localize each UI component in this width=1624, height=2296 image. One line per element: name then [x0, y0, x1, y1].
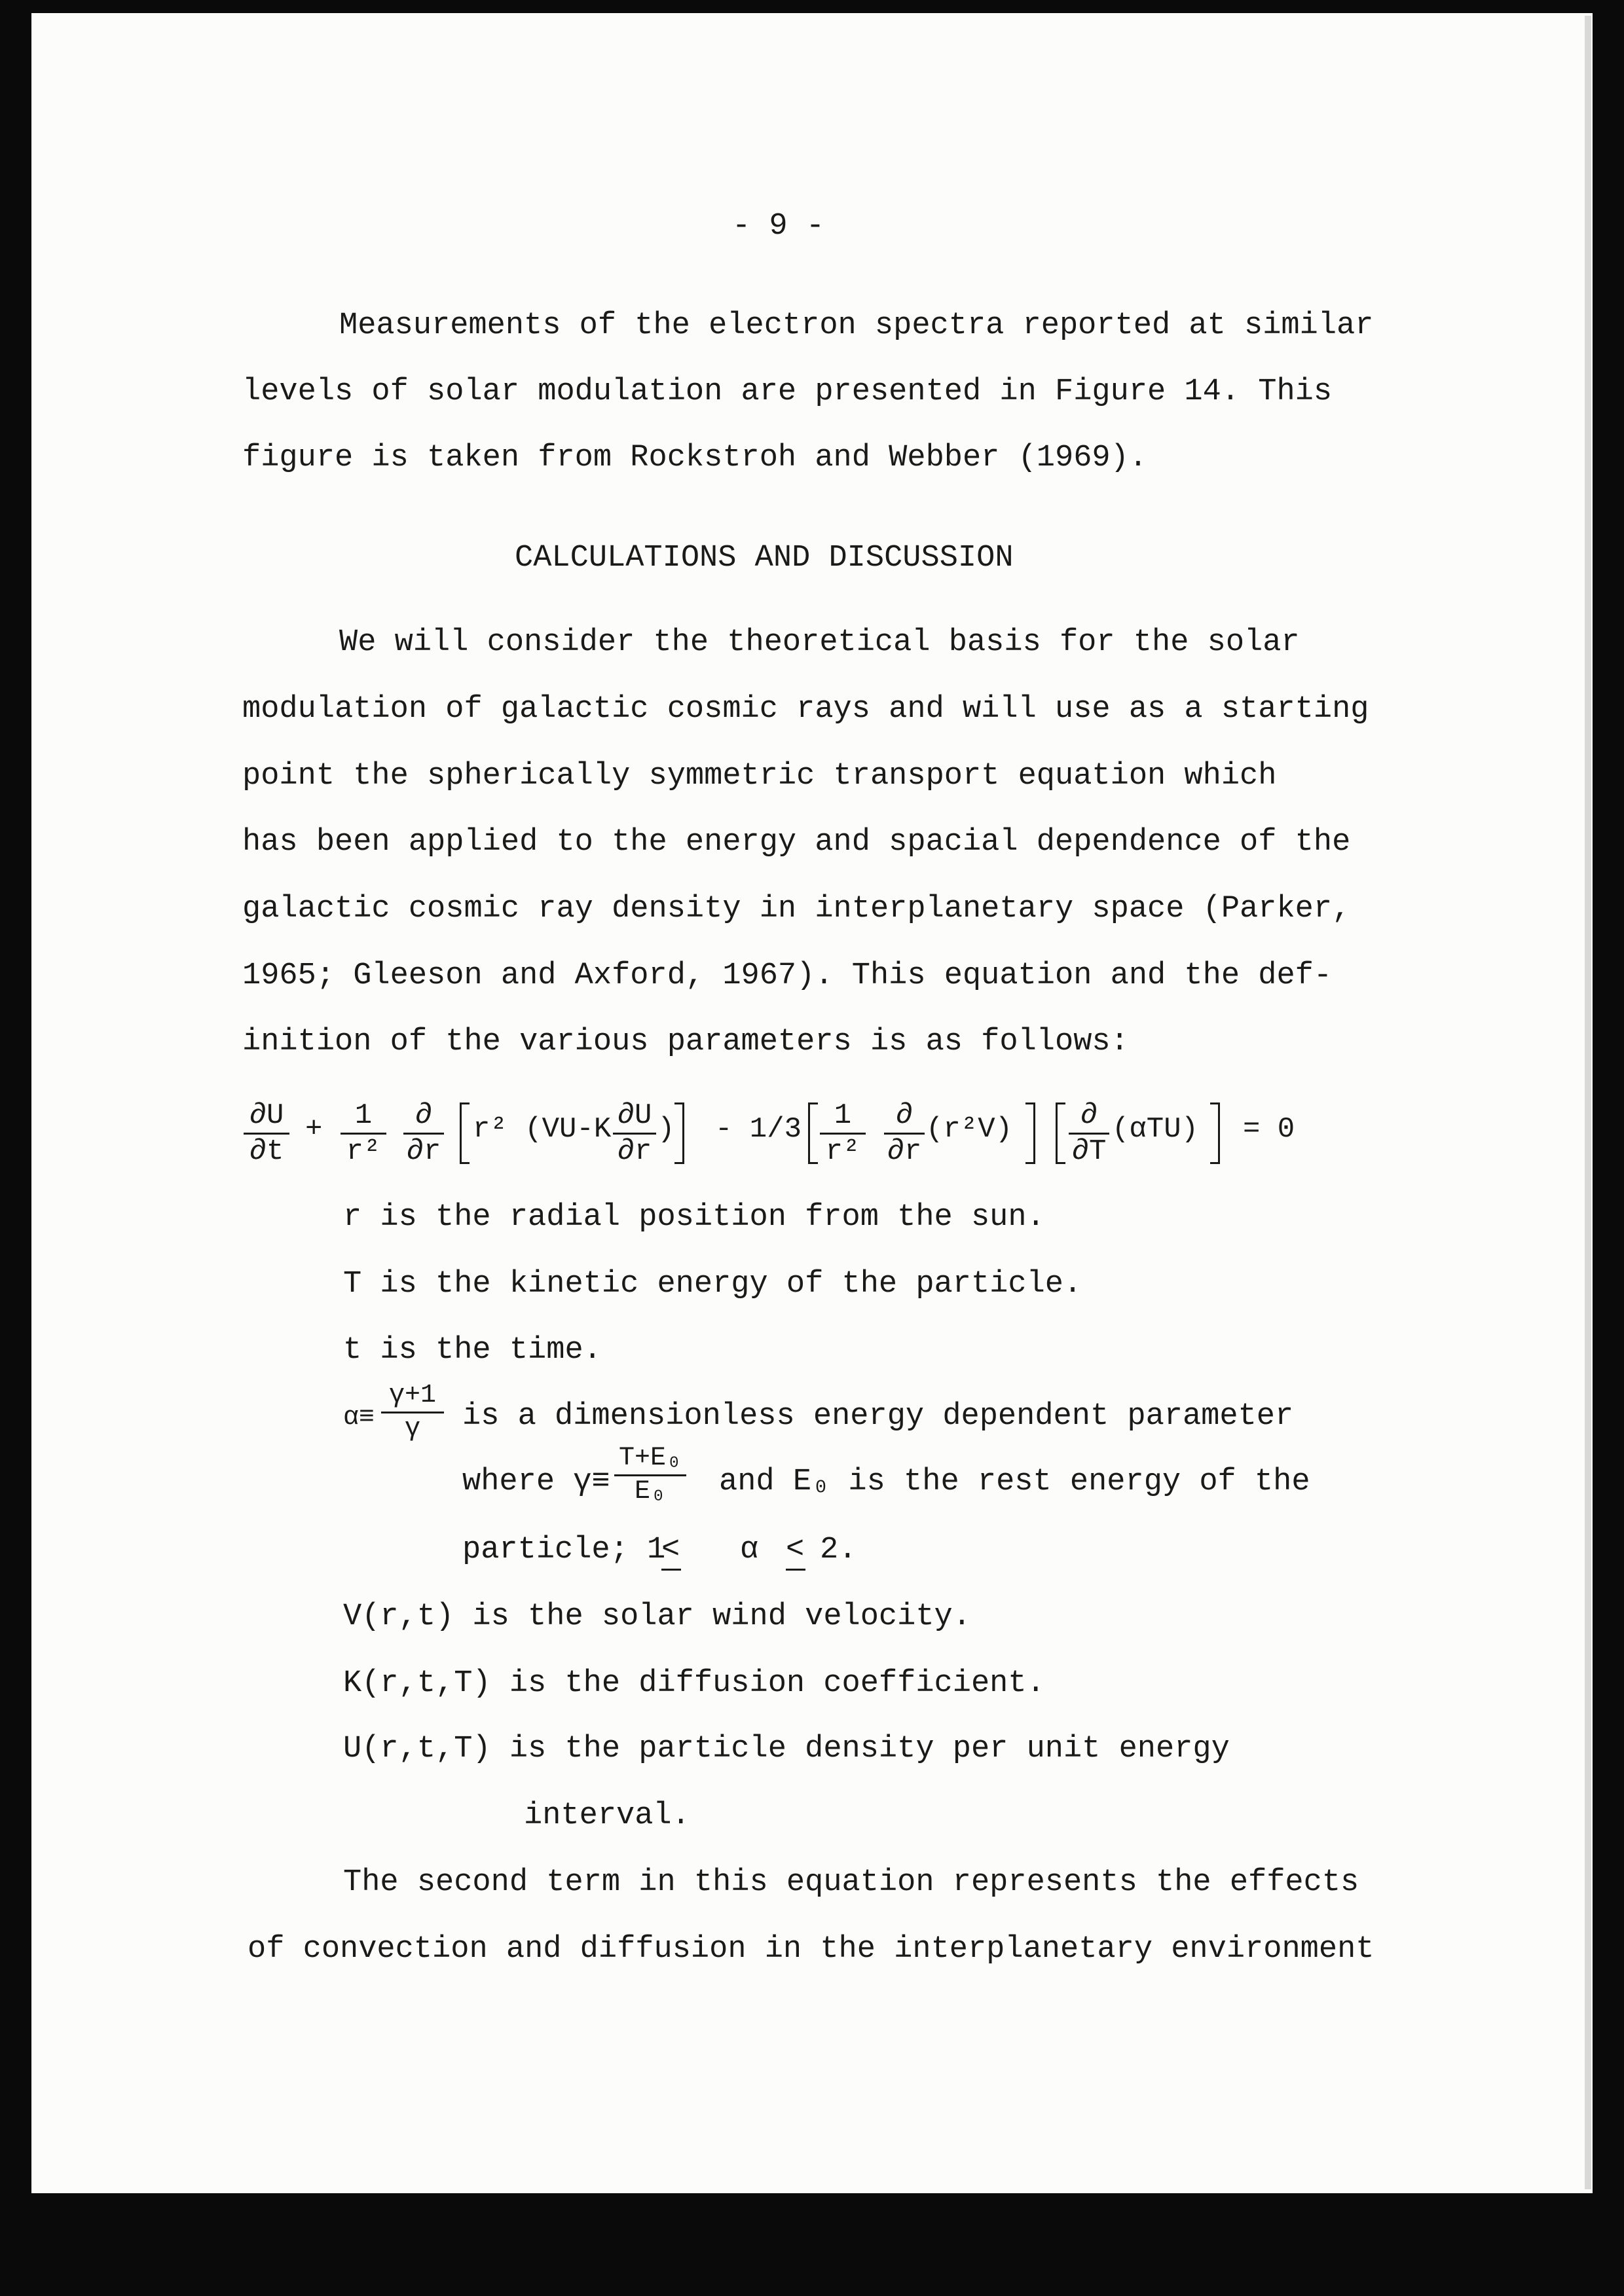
- eq-dr-inner: ∂r: [617, 1135, 652, 1168]
- section-heading: CALCULATIONS AND DISCUSSION: [515, 541, 1014, 575]
- eq-frac-dU-dr: [613, 1101, 656, 1166]
- page-number: - 9 -: [732, 209, 825, 244]
- def-K: K(r,t,T) is the diffusion coefficient.: [343, 1666, 1045, 1701]
- le2-underline: [786, 1569, 805, 1571]
- def-U-line1: U(r,t,T) is the particle density per unit energy: [343, 1732, 1230, 1766]
- para1-line2: levels of solar modulation are presented in Figure 14. This: [242, 374, 1333, 409]
- eq-bracket-3-open: [1056, 1102, 1065, 1164]
- def-gamma-frac: [614, 1446, 686, 1505]
- def-particle-le2: <: [786, 1533, 805, 1567]
- para2-line5: galactic cosmic ray density in interplanetary space (Parker,: [242, 892, 1351, 926]
- def-gamma-text: and E₀ is the rest energy of the: [719, 1465, 1310, 1499]
- eq-term1-a: r² (VU-K: [473, 1113, 612, 1146]
- para2-line4: has been applied to the energy and spacial dependence of the: [242, 825, 1351, 860]
- def-alpha-text: is a dimensionless energy dependent parameter: [462, 1399, 1294, 1434]
- eq-dt: ∂t: [249, 1135, 284, 1168]
- para3-line2: of convection and diffusion in the interplanetary environment: [248, 1932, 1375, 1967]
- eq-minus-third: - 1/3: [715, 1113, 802, 1146]
- def-gamma-num: T+E₀: [618, 1444, 682, 1473]
- eq-r2: r²: [346, 1135, 381, 1168]
- eq-dU: ∂U: [249, 1099, 284, 1132]
- def-alpha-den: γ: [404, 1414, 420, 1444]
- eq-dr: ∂r: [406, 1135, 441, 1168]
- para1-line1: Measurements of the electron spectra reported at similar: [339, 308, 1374, 343]
- eq-one-b: 1: [834, 1099, 852, 1132]
- def-where: where γ≡: [462, 1465, 610, 1499]
- eq-bracket-2-open: [808, 1102, 818, 1164]
- eq-bracket-3-close: [1210, 1102, 1220, 1164]
- eq-dr-b: ∂r: [887, 1135, 922, 1168]
- eq-frac-d-dr: [403, 1101, 444, 1166]
- def-particle-a: particle; 1: [462, 1533, 666, 1567]
- para1-line3: figure is taken from Rockstroh and Webber (1969).: [242, 441, 1148, 475]
- eq-r2-b: r²: [825, 1135, 860, 1168]
- para2-line7: inition of the various parameters is as follows:: [242, 1025, 1129, 1059]
- page-edge: [1585, 16, 1591, 2189]
- def-particle-b: 2.: [820, 1533, 857, 1567]
- eq-d-b: ∂: [895, 1099, 913, 1132]
- def-U-line2: interval.: [524, 1798, 690, 1833]
- eq-d-c: ∂: [1080, 1099, 1098, 1132]
- eq-bracket-1-open: [460, 1102, 470, 1164]
- para2-line2: modulation of galactic cosmic rays and will use as a starting: [242, 692, 1369, 727]
- eq-term1-b: ): [657, 1113, 675, 1146]
- para2-line1: We will consider the theoretical basis for the solar: [339, 625, 1300, 660]
- eq-equals-zero: = 0: [1243, 1113, 1295, 1146]
- def-V: V(r,t) is the solar wind velocity.: [343, 1599, 971, 1634]
- le1-underline: [661, 1569, 681, 1571]
- para3-line1: The second term in this equation represents the effects: [343, 1865, 1359, 1900]
- eq-frac-d-dr-b: [884, 1101, 925, 1166]
- def-particle-le1: <: [661, 1533, 680, 1567]
- eq-dU-inner: ∂U: [617, 1099, 652, 1132]
- eq-frac-d-dT: [1069, 1101, 1109, 1166]
- eq-frac-1-r2-b: [820, 1101, 866, 1166]
- eq-one: 1: [354, 1099, 373, 1132]
- eq-term3: (αTU): [1112, 1113, 1199, 1146]
- def-t: t is the time.: [343, 1333, 602, 1368]
- eq-d: ∂: [415, 1099, 433, 1132]
- para2-line6: 1965; Gleeson and Axford, 1967). This equation and the def-: [242, 958, 1333, 993]
- para2-line3: point the spherically symmetric transport equation which: [242, 759, 1277, 793]
- def-particle-alpha: α: [740, 1533, 759, 1567]
- eq-plus: +: [305, 1113, 323, 1146]
- eq-bracket-1-close: [674, 1102, 684, 1164]
- def-gamma-den: E₀: [634, 1477, 666, 1506]
- def-alpha-num: γ+1: [388, 1381, 436, 1410]
- def-r: r is the radial position from the sun.: [343, 1200, 1045, 1235]
- eq-frac-1-r2: [341, 1101, 386, 1166]
- eq-bracket-2-close: [1025, 1102, 1035, 1164]
- def-alpha-lhs: α≡: [343, 1403, 375, 1432]
- def-alpha-frac: [381, 1383, 444, 1442]
- eq-frac-dU-dt: [244, 1101, 289, 1166]
- eq-dT: ∂T: [1071, 1135, 1107, 1168]
- def-T: T is the kinetic energy of the particle.: [343, 1267, 1082, 1302]
- eq-term2: (r²V): [926, 1113, 1013, 1146]
